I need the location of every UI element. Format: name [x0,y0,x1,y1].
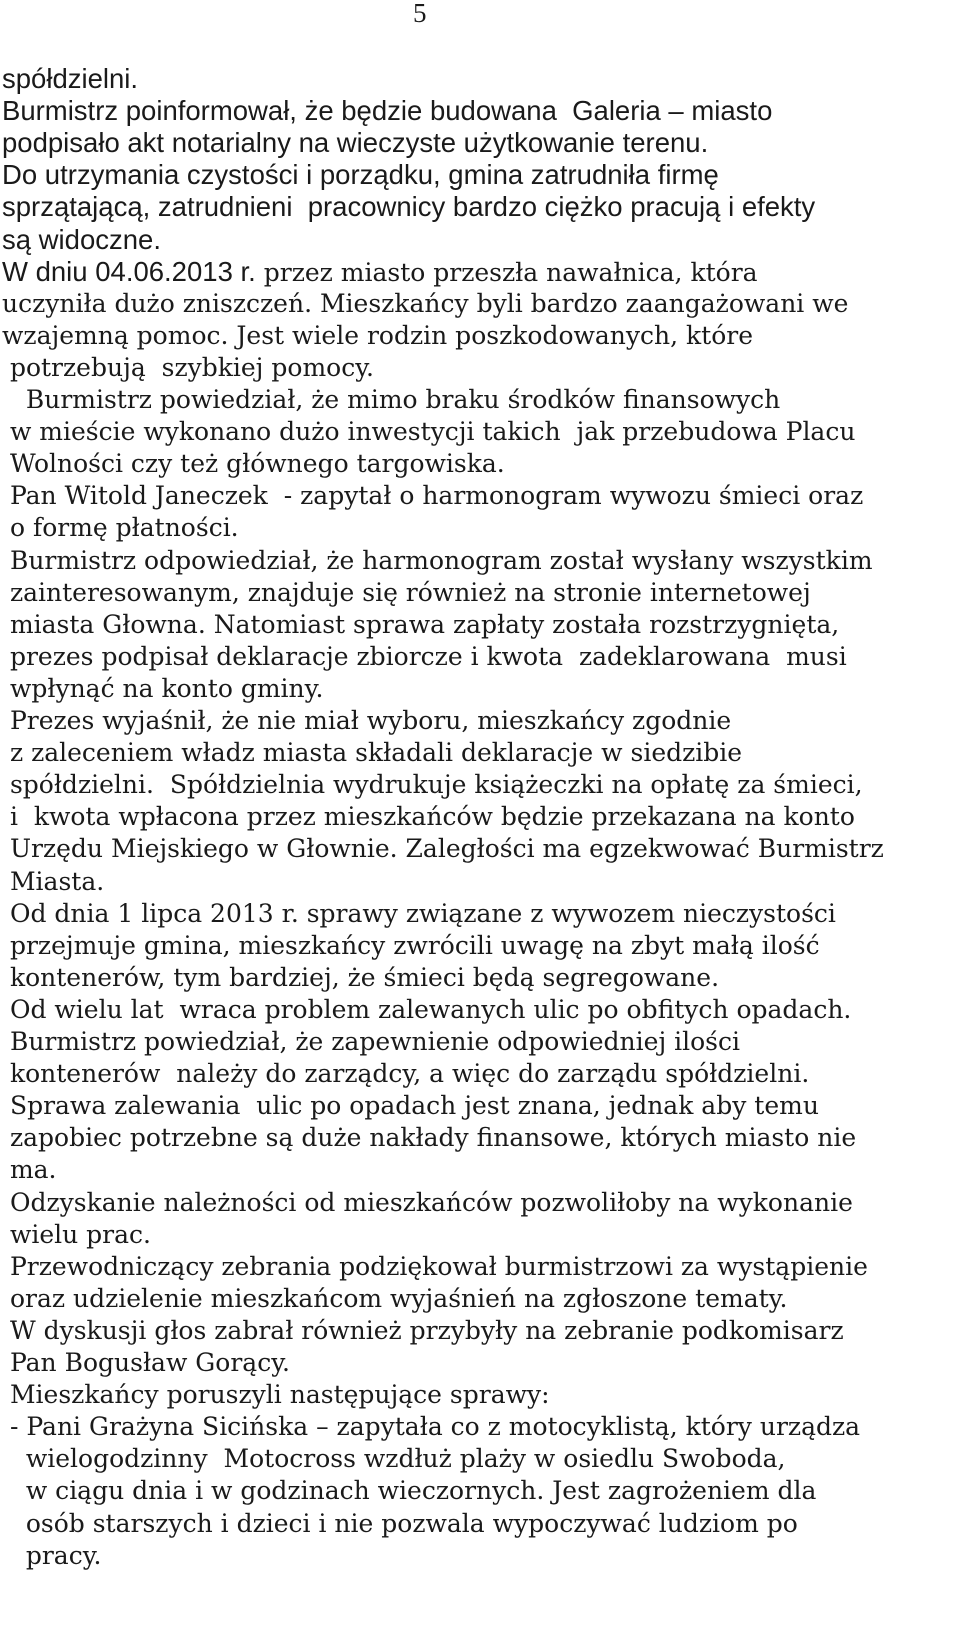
text-line [2,351,374,385]
text-segment: Spółdzielnia wydrukuje książeczki na opłatę za śmieci, [153,770,863,800]
text-line [2,287,848,321]
text-line [2,1346,290,1380]
text-line [2,1314,844,1348]
text-segment: Przewodniczący zebrania podziękował burmistrzowi za wystąpienie [2,1251,868,1281]
text-segment: Burmistrz powiedział, że zapewnienie odpowiedniej ilości [2,1027,741,1056]
text-segment: Natomiast sprawa zapłaty została rozstrzygnięta, [205,609,840,639]
text-segment: z zaleceniem władz miasta składali deklaracje w siedzibie [2,738,743,768]
text-line [2,511,239,545]
text-line [2,736,742,770]
text-line [2,1218,151,1252]
text-line [2,832,884,866]
text-segment: prezes podpisał deklaracje zbiorcze i kwota zadeklarowana musi [2,641,847,671]
text-segment: osób starszych i dzieci i nie pozwala wypoczywać ludziom po [2,1508,798,1538]
text-line [2,1507,798,1541]
text-segment: ma. [2,1155,57,1185]
text-segment: Do utrzymania czystości i porządku, gmina zatrudniła firmę [2,159,719,191]
text-line [2,929,820,963]
text-segment: spółdzielni. [2,770,154,800]
text-segment: Urzędu Miejskiego w Głownie. [2,834,398,864]
text-segment: w mieście wykonano dużo inwestycji takich jak przebudowa Placu [2,417,856,447]
page-number: 5 [413,0,427,28]
text-line [2,640,847,674]
text-segment: w ciągu dnia i w godzinach wieczornych. [2,1476,545,1506]
text-segment: oraz udzielenie mieszkańcom wyjaśnień na zgłoszone tematy. [2,1283,788,1313]
text-segment: Mieszkańcy poruszyli następujące sprawy: [2,1380,550,1410]
text-line [2,672,323,706]
text-segment: Zaległości ma egzekwować Burmistrz [397,834,884,864]
text-segment: Pan Bogusław Gorący. [2,1348,290,1377]
text-segment: Od wielu lat wraca problem zalewanych ulic po obfitych opadach. [2,994,852,1024]
text-line [2,447,505,481]
text-line [2,865,104,899]
text-line [2,319,753,353]
text-line [2,544,873,578]
text-segment: Jest wiele rodzin poszkodowanych, które [228,320,754,350]
text-segment: Burmistrz odpowiedział, że harmonogram został wysłany wszystkim [2,545,873,575]
text-segment: pracy. [2,1540,102,1570]
text-segment: Burmistrz powiedział, że mimo braku środków finansowych [2,385,781,414]
text-line [2,800,855,834]
text-line [2,608,839,642]
text-line [2,1250,868,1284]
text-line [2,479,863,513]
text-line [2,1410,860,1444]
text-line [2,768,863,802]
text-segment: Prezes wyjaśnił, że nie miał wyboru, mieszkańcy zgodnie [2,706,732,735]
text-segment: Pan Witold Janeczek - zapytał o harmonogram wywozu śmieci oraz [2,481,864,511]
text-segment: kontenerów, tym bardziej, że śmieci będą segregowane. [2,962,720,992]
text-segment: miasta Głowna. [2,609,206,639]
text-line [2,897,836,931]
text-segment: zapobiec potrzebne są duże nakłady finansowe, których miasto nie [2,1123,857,1153]
text-line [2,1539,101,1573]
text-line [2,383,780,417]
text-line [2,576,811,610]
text-segment: - Pani Grażyna Sicińska – zapytała co z motocyklistą, który urządza [2,1412,861,1442]
text-line [2,1186,853,1220]
text-segment: przejmuje gmina, mieszkańcy zwrócili uwagę na zbyt małą ilość [2,930,820,960]
text-line [2,1025,740,1059]
text-segment: Mieszkańcy byli bardzo zaangażowani we [312,288,849,318]
text-segment: Burmistrz poinformował, że będzie budowana Galeria – miasto [2,95,773,127]
text-line [2,223,161,258]
text-segment: sprawy związane z wywozem nieczystości [298,898,836,928]
text-segment: przez miasto przeszła nawałnica, która [255,257,758,287]
text-line [2,961,719,995]
text-segment: W dyskusji głos zabrał również przybyły na zebranie podkomisarz [2,1315,844,1345]
text-segment: wielogodzinny Motocross wzdłuż plaży w osiedlu Swoboda, [2,1444,786,1474]
text-line [2,1089,819,1123]
text-line [2,62,138,97]
text-segment: o formę płatności. [2,513,239,543]
text-segment: kontenerów należy do zarządcy, a więc do zarządu spółdzielni. [2,1059,810,1089]
text-segment: zainteresowanym, znajduje się również na stronie internetowej [2,577,811,607]
text-segment: sprzątającą, zatrudnieni pracownicy bardzo ciężko pracują i efekty [2,191,816,223]
text-line [2,190,815,225]
text-line [2,1121,856,1155]
text-line [2,1153,57,1187]
text-segment: podpisało akt notarialny na wieczyste użytkowanie terenu. [2,127,709,159]
text-segment: wielu prac. [2,1219,151,1249]
text-segment: Odzyskanie należności od mieszkańców pozwoliłoby na wykonanie [2,1187,853,1217]
text-line [2,704,731,738]
text-segment: Jest zagrożeniem dla [544,1476,817,1506]
text-line [2,158,719,193]
text-line [2,1282,787,1316]
text-segment: Od dnia 1 lipca 2013 r. [2,898,299,928]
text-line [2,1474,816,1508]
text-line [2,1378,550,1412]
text-line [2,126,708,161]
text-segment: Wolności czy też głównego targowiska. [2,449,505,479]
text-line [2,94,772,129]
text-line [2,1057,809,1091]
text-segment: uczyniła dużo zniszczeń. [2,288,313,318]
text-line [2,255,758,290]
text-segment: W dniu 04.06.2013 r. [2,255,256,287]
text-segment: potrzebują szybkiej pomocy. [2,352,374,382]
text-segment: spółdzielni. [2,63,139,94]
text-segment: są widoczne. [2,223,161,255]
text-segment: wpłynąć na konto gminy. [2,673,324,703]
text-segment: Miasta. [2,866,105,896]
text-line [2,993,851,1027]
text-line [2,1442,785,1476]
text-segment: wzajemną pomoc. [2,320,229,350]
text-line [2,415,855,449]
text-segment: Sprawa zalewania ulic po opadach jest znana, jednak aby temu [2,1091,819,1121]
text-segment: i kwota wpłacona przez mieszkańców będzie przekazana na konto [2,802,855,832]
